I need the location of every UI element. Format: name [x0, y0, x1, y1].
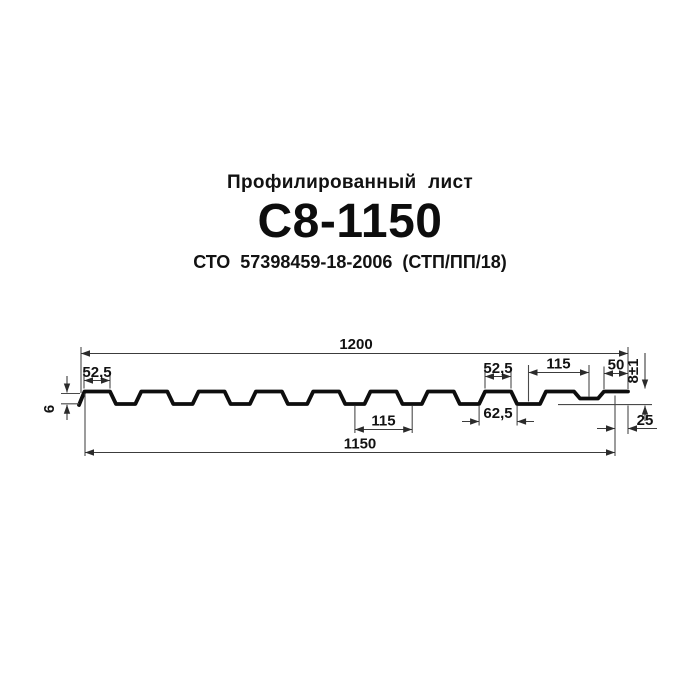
dim-rib-top-right — [483, 360, 512, 377]
product-type-label: Профилированный лист — [227, 172, 473, 193]
sheet-profile-path — [79, 392, 628, 406]
dim-rib-base-label: 62,5 — [483, 405, 513, 422]
dim-pitch-bottom-label: 115 — [371, 412, 396, 430]
dim-overall-width — [81, 336, 628, 354]
dim-useful-width — [85, 436, 615, 453]
dim-useful-width-label: 1150 — [343, 435, 377, 453]
dim-rib-top-left-label: 52,5 — [82, 364, 112, 381]
dim-rib-top-right-label: 52,5 — [483, 360, 513, 377]
dim-profile-height-label: 8±1 — [625, 358, 642, 384]
dim-rib-base — [462, 405, 534, 422]
dim-overlap — [597, 412, 657, 429]
dim-edge-height-label: 6 — [41, 404, 58, 414]
dim-pitch-top — [529, 356, 590, 373]
dim-rib-top-left — [82, 364, 111, 381]
dim-pitch-bottom — [355, 413, 412, 430]
profile-title: С8-1150 — [257, 195, 443, 248]
dim-edge-flat-label: 50 — [607, 356, 625, 374]
standard-label: СТО 57398459-18-2006 (СТП/ПП/18) — [193, 252, 507, 273]
dim-overall-width-label: 1200 — [339, 336, 373, 353]
dim-edge-height — [41, 376, 67, 420]
dim-overlap-label: 25 — [636, 412, 654, 429]
dim-pitch-top-label: 115 — [546, 355, 571, 373]
